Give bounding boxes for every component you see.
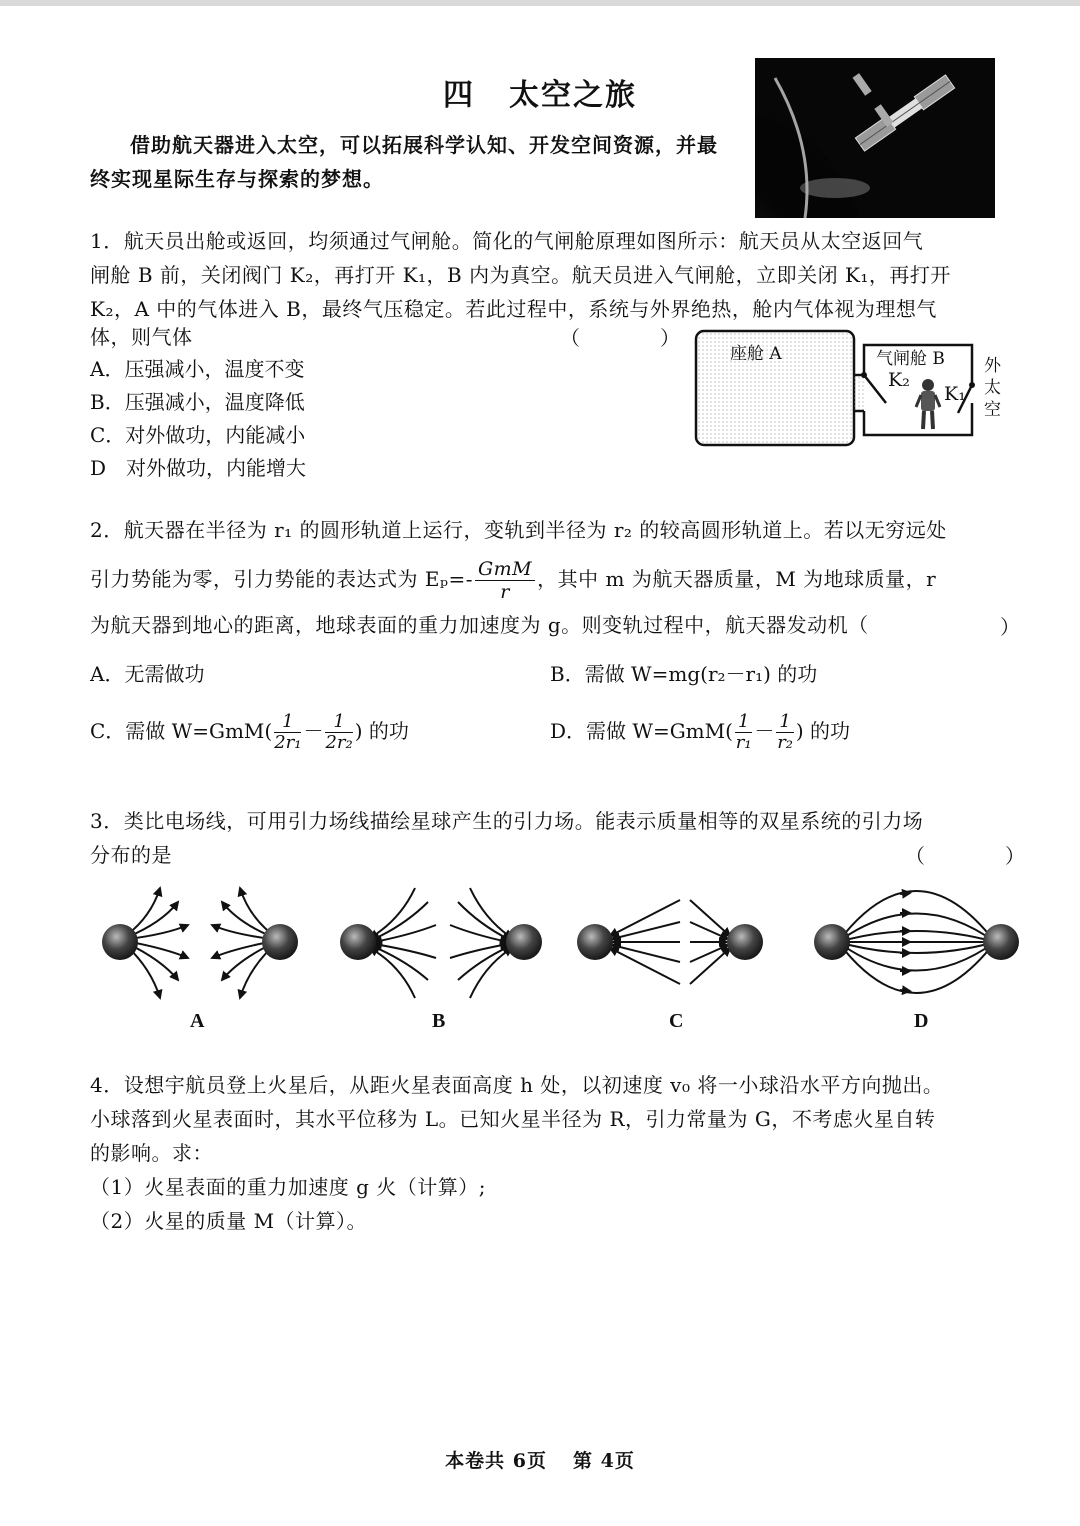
- q4-line-3: 的影响。求：: [90, 1141, 213, 1165]
- q2-option-b: B．需做 W=mg(r₂－r₁) 的功: [550, 662, 818, 686]
- page-footer: [0, 1446, 1080, 1473]
- q2-line-3: 为航天器到地心的距离，地球表面的重力加速度为 g。则变轨过程中，航天器发动机（: [90, 613, 869, 637]
- q4-line-1: 4．设想宇航员登上火星后，从距火星表面高度 h 处，以初速度 v₀ 将一小球沿水平方向抛出。: [90, 1073, 944, 1097]
- q1-line-1: 1．航天员出舱或返回，均须通过气闸舱。简化的气闸舱原理如图所示：航天员从太空返回气: [90, 229, 924, 253]
- figure-c: [610, 900, 730, 984]
- outer-space-label: 外 太 空: [984, 356, 1001, 420]
- valve-k1-label: K₁: [944, 383, 966, 405]
- figure-b-label: B: [432, 1010, 446, 1032]
- figure-d: [838, 891, 995, 993]
- cabin-a-label: 座舱 A: [730, 344, 782, 364]
- figure-a-label: A: [190, 1010, 205, 1032]
- q1-line-2: 闸舱 B 前，关闭阀门 K₂，再打开 K₁，B 内为真空。航天员进入气闸舱，立即关闭 K₁，再打开: [90, 263, 951, 287]
- q4-sub-2: （2）火星的质量 M（计算）。: [90, 1209, 368, 1233]
- q1-line-4: 体，则气体: [90, 325, 193, 349]
- footer-page-number: 第 4页: [573, 1450, 635, 1472]
- q4-line-2: 小球落到火星表面时，其水平位移为 L。已知火星半径为 R，引力常量为 G，不考虑火星自转: [90, 1107, 936, 1131]
- section-name: 太空之旅: [509, 78, 637, 113]
- q2-option-c: C．需做 W=GmM( $\frac{1}{\text{2r₁}}$ － $\frac{1}{\text{2r₂}}$ ) 的功: [90, 711, 409, 753]
- q1-option-d: D 对外做功，内能增大: [90, 456, 307, 480]
- q1-answer-bracket: （ ）: [560, 326, 680, 350]
- potential-energy-fraction: $\frac{\text{GmM}}{r}$: [475, 558, 535, 603]
- q1-line-3: K₂，A 中的气体进入 B，最终气压稳定。若此过程中，系统与外界绝热，舱内气体视为理想气: [90, 297, 937, 321]
- section-intro: 借助航天器进入太空，可以拓展科学认知、开发空间资源，并最终实现星际生存与探索的梦想。: [90, 133, 718, 191]
- field-line-figures: [80, 880, 1030, 1010]
- q4-sub-1: （1）火星表面的重力加速度 g 火（计算）;: [90, 1175, 486, 1199]
- figure-d-label: D: [914, 1010, 929, 1032]
- q3-line-2: 分布的是: [90, 843, 172, 867]
- valve-k2-label: K₂: [888, 369, 910, 391]
- figure-c-label: C: [669, 1010, 684, 1032]
- airlock-diagram: [690, 325, 1030, 455]
- q1-option-a: A．压强减小，温度不变: [90, 357, 305, 381]
- figure-b: [370, 888, 512, 998]
- q2-option-d: D．需做 W=GmM( $\frac{1}{\text{r₁}}$ － $\frac{1}{\text{r₂}}$ ) 的功: [550, 711, 851, 753]
- cabin-b-label: 气闸舱 B: [876, 349, 945, 369]
- q2-option-a: A．无需做功: [90, 662, 205, 686]
- q3-answer-bracket: （ ）: [905, 844, 1025, 868]
- page-top-border: [0, 0, 1080, 6]
- q2-line-1: 2．航天器在半径为 r₁ 的圆形轨道上运行，变轨到半径为 r₂ 的较高圆形轨道上。若以无穷远处: [90, 518, 947, 542]
- satellite-photo: [755, 58, 995, 218]
- q3-line-1: 3．类比电场线，可用引力场线描绘星球产生的引力场。能表示质量相等的双星系统的引力场: [90, 809, 924, 833]
- footer-total-pages: 本卷共 6页: [445, 1450, 547, 1472]
- section-number: 四: [443, 78, 475, 113]
- q2-line-2: 引力势能为零，引力势能的表达式为 Eₚ=- $\frac{\text{GmM}}{r}$ ，其中 m 为航天器质量，M 为地球质量，r: [90, 558, 937, 603]
- q2-bracket-close: ）: [1000, 615, 1020, 639]
- figure-a: [120, 888, 280, 998]
- q1-option-c: C．对外做功，内能减小: [90, 423, 306, 447]
- q1-option-b: B．压强减小，温度降低: [90, 390, 305, 414]
